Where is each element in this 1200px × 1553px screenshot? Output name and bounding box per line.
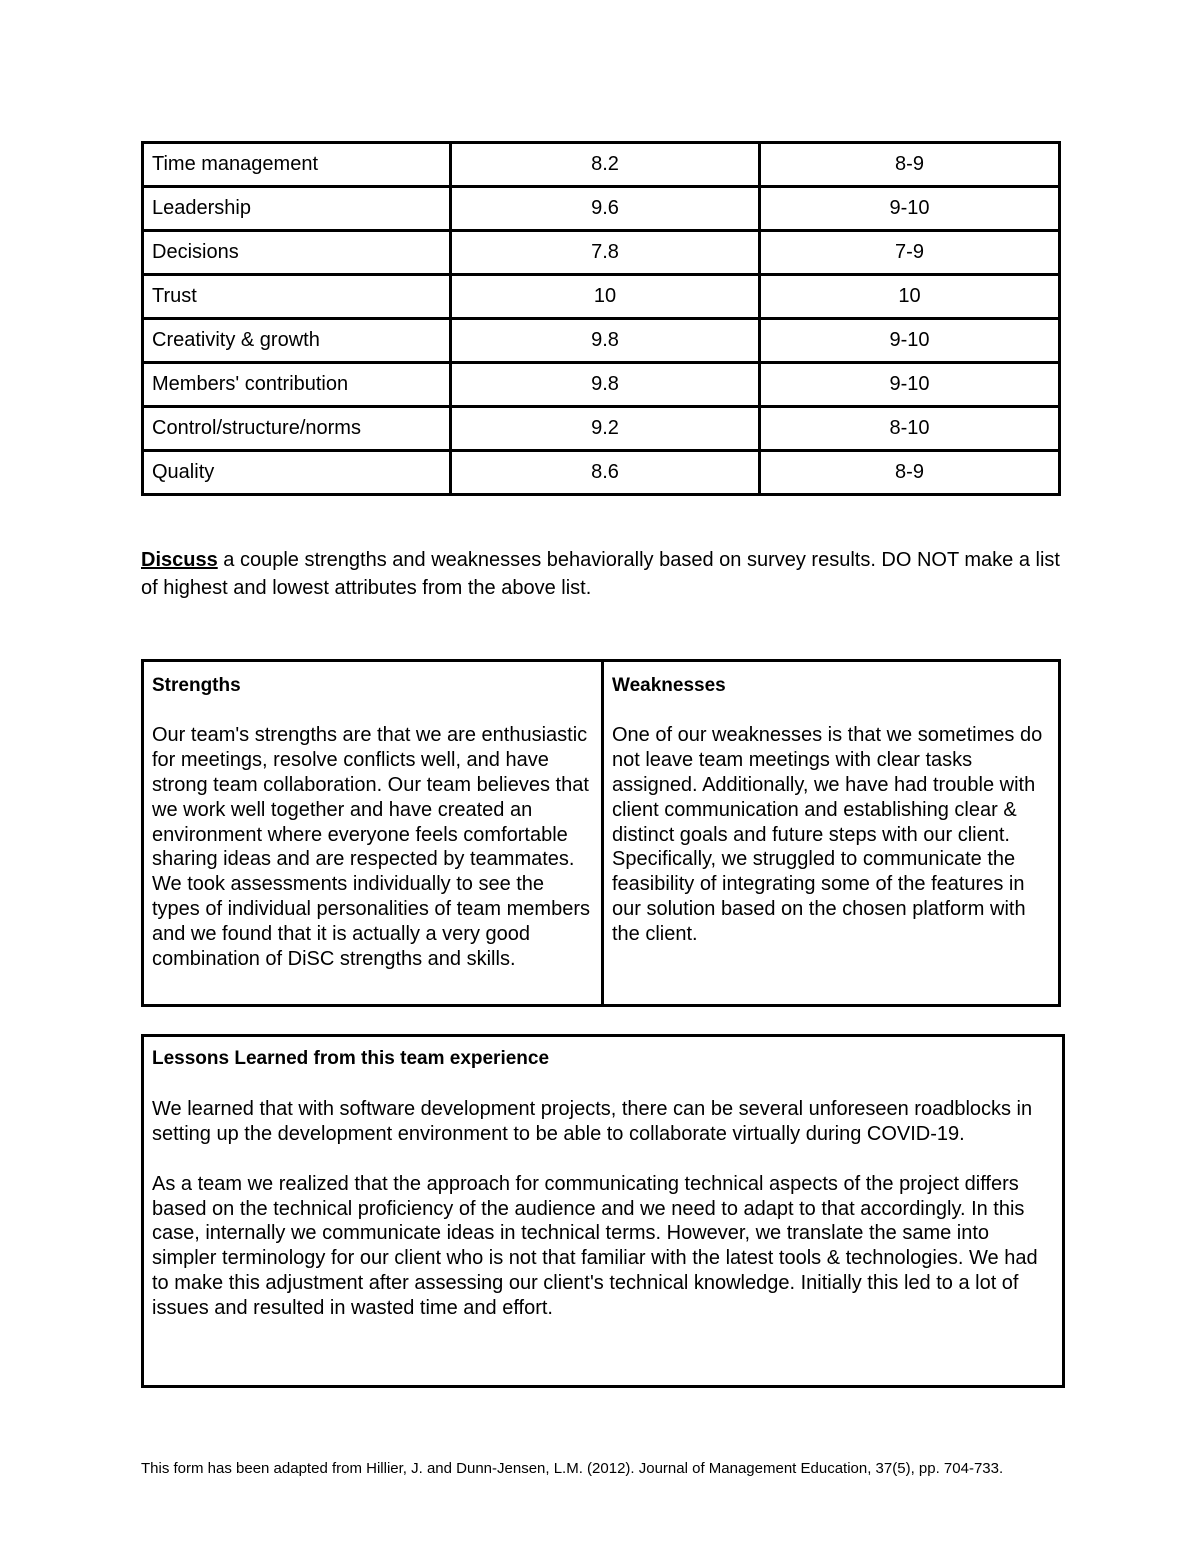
table-row [143,275,1060,319]
weaknesses-body: One of our weaknesses is that we sometimes do not leave team meetings with clear tasks assigned. Additionally, we have had trouble with client communication and establishing clear & distinct goals and future steps with our client. Specifically, we struggled to communicate the feasibility of integrating some of the features in our solution based on the chosen platform with the client. [612,723,1043,946]
table-row [143,661,1060,1006]
score-cell: 9.2 [451,407,760,451]
attribute-cell: Leadership [143,187,451,231]
discuss-keyword: Discuss [141,549,218,571]
range-cell: 10 [760,275,1060,319]
lessons-title: Lessons Learned from this team experience [152,1048,550,1069]
attribute-cell: Decisions [143,231,451,275]
discuss-text: a couple strengths and weaknesses behaviorally based on survey results. DO NOT make a list of highest and lowest attributes from the above list. [141,549,1060,599]
lessons-paragraph-1: We learned that with software development projects, there can be several unforeseen roadblocks in setting up the development environment to be able to collaborate virtually during COVID-19. [152,1097,1033,1145]
score-cell: 8.2 [451,143,760,187]
strengths-cell [143,661,603,1006]
score-cell: 9.8 [451,319,760,363]
score-cell: 8.6 [451,451,760,495]
weaknesses-title: Weaknesses [612,675,726,696]
lessons-paragraph-2: As a team we realized that the approach for communicating technical aspects of the project differs based on the technical proficiency of the audience and we need to adapt to that accordingly. In this case, internally we communicate ideas in technical terms. However, we translate the same into simpler terminology for our client who is not that familiar with the latest tools & technologies. We had to make this adjustment after assessing our client's technical knowledge. Initially this led to a lot of issues and resulted in wasted time and effort. [152,1172,1038,1320]
attribute-cell: Quality [143,451,451,495]
table-row [143,451,1060,495]
attribute-cell: Control/structure/norms [143,407,451,451]
citation-footer: This form has been adapted from Hillier, J. and Dunn-Jensen, L.M. (2012). Journal of Management Education, 37(5), pp. 704-733. [141,1460,1004,1477]
attribute-cell: Time management [143,143,451,187]
range-cell: 7-9 [760,231,1060,275]
range-cell: 8-10 [760,407,1060,451]
attribute-cell: Creativity & growth [143,319,451,363]
range-cell: 8-9 [760,143,1060,187]
table-row [143,407,1060,451]
lessons-box [141,1034,1065,1388]
score-cell: 9.6 [451,187,760,231]
score-cell: 9.8 [451,363,760,407]
strengths-body: Our team's strengths are that we are enthusiastic for meetings, resolve conflicts well, and have strong team collaboration. Our team believes that we work well together and have created an environment where everyone feels comfortable sharing ideas and are respected by teammates. We took assessments individually to see the types of individual personalities of team members and we found that it is actually a very good combination of DiSC strengths and skills. [152,723,590,971]
score-cell: 10 [451,275,760,319]
table-row [143,187,1060,231]
range-cell: 8-9 [760,451,1060,495]
attribute-cell: Members' contribution [143,363,451,407]
range-cell: 9-10 [760,363,1060,407]
table-row [143,363,1060,407]
score-cell: 7.8 [451,231,760,275]
table-row [143,231,1060,275]
range-cell: 9-10 [760,319,1060,363]
table-row [143,143,1060,187]
strengths-weaknesses-table [141,659,1061,1007]
range-cell: 9-10 [760,187,1060,231]
strengths-title: Strengths [152,675,241,696]
weaknesses-cell [603,661,1060,1006]
attribute-cell: Trust [143,275,451,319]
ratings-table [141,141,1061,496]
discuss-instructions [141,546,1061,602]
table-row [143,319,1060,363]
